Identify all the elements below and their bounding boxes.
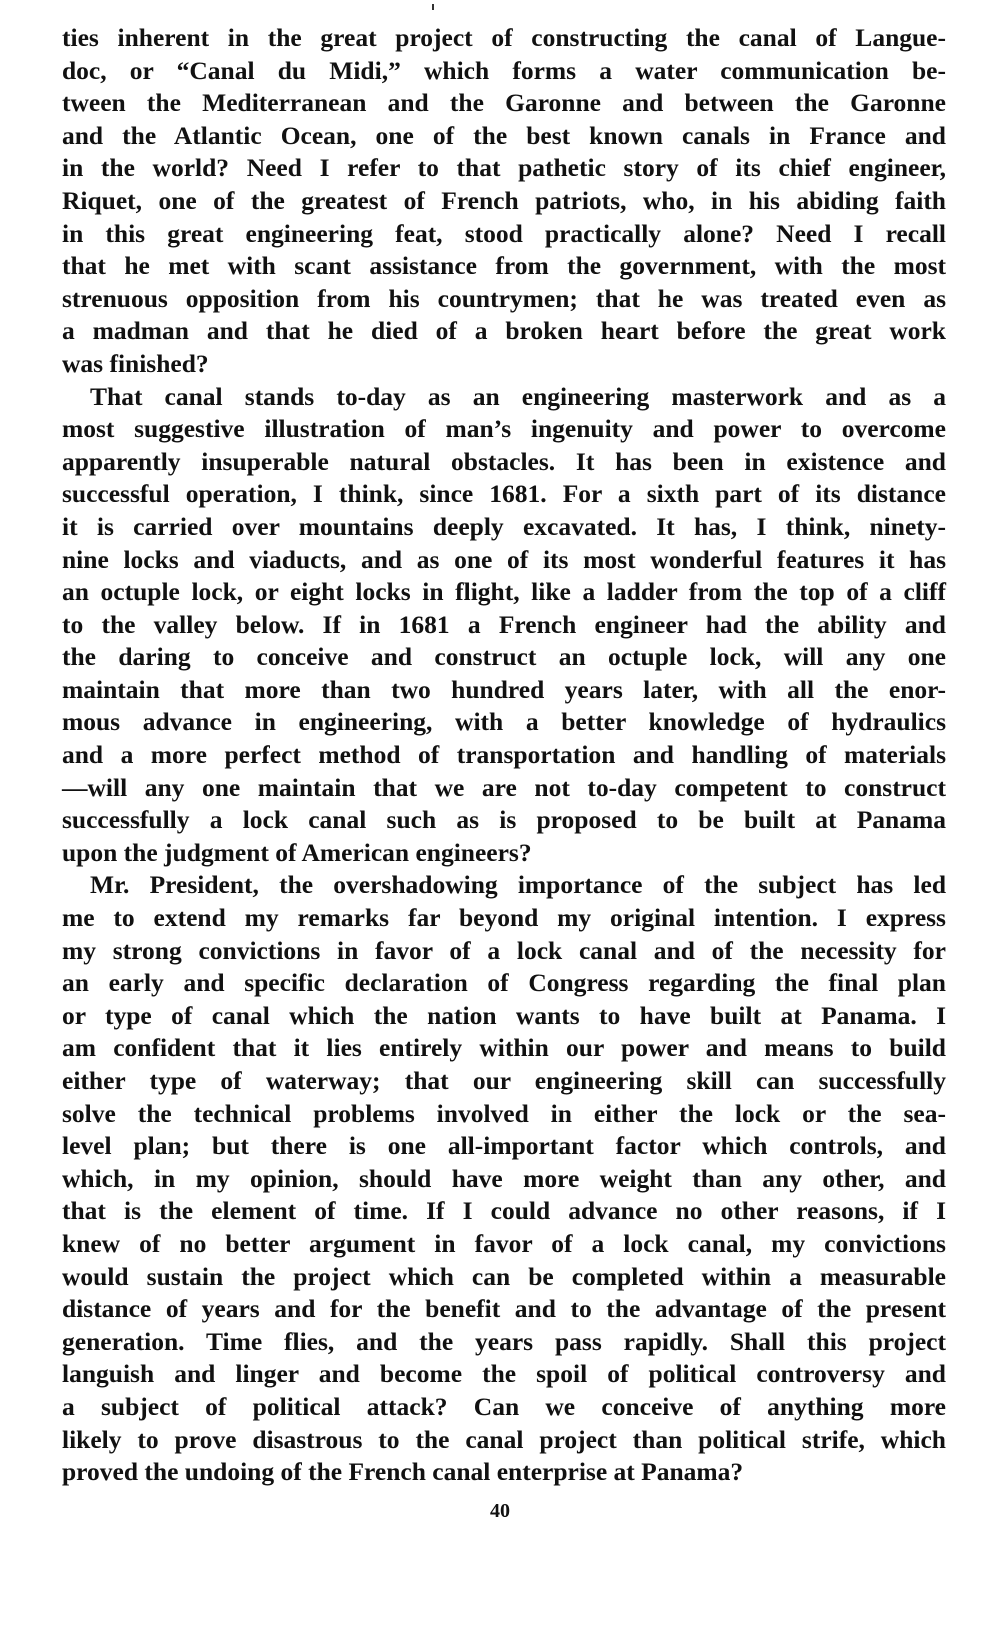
text-line: generation. Time flies, and the years pass rapidly. Shall this project	[62, 1326, 946, 1356]
text-line: proved the undoing of the French canal enterprise at Panama?	[62, 1457, 744, 1487]
text-line: nine locks and viaducts, and as one of its most wonderful features it has	[62, 544, 946, 574]
text-line: successfully a lock canal such as is proposed to be built at Panama	[62, 805, 946, 835]
text-line: and a more perfect method of transportation and handling of materials	[62, 740, 946, 770]
text-line: a madman and that he died of a broken heart before the great work	[62, 316, 946, 346]
scan-mark	[432, 4, 434, 10]
text-line: ties inherent in the great project of constructing the canal of Langue-	[62, 23, 946, 52]
text-line: tween the Mediterranean and the Garonne and between the Garonne	[62, 88, 946, 118]
text-line: distance of years and for the benefit and to the advantage of the present	[62, 1294, 946, 1324]
text-line: would sustain the project which can be completed within a measurable	[62, 1261, 946, 1291]
paragraph-start: Mr. President, the overshadowing importance of the subject has led	[90, 870, 946, 900]
text-line: strenuous opposition from his countrymen; that he was treated even as	[62, 283, 946, 313]
text-line: an octuple lock, or eight locks in flight, like a ladder from the top of a cliff	[62, 577, 946, 607]
text-line: that he met with scant assistance from the government, with the most	[62, 251, 946, 281]
text-line: in the world? Need I refer to that pathetic story of its chief engineer,	[62, 153, 946, 183]
text-line: —will any one maintain that we are not to-day competent to construct	[62, 772, 946, 802]
text-line: an early and specific declaration of Congress regarding the final plan	[62, 968, 946, 998]
text-line: a subject of political attack? Can we conceive of anything more	[62, 1391, 946, 1421]
text-line: am confident that it lies entirely within our power and means to build	[62, 1033, 946, 1063]
text-line: which, in my opinion, should have more weight than any other, and	[62, 1163, 946, 1193]
text-line: Riquet, one of the greatest of French patriots, who, in his abiding faith	[62, 185, 946, 215]
paragraph-start: That canal stands to-day as an engineering masterwork and as a	[90, 381, 946, 411]
text-line: solve the technical problems involved in either the lock or the sea-	[62, 1098, 946, 1128]
text-line: or type of canal which the nation wants to have built at Panama. I	[62, 1000, 946, 1030]
text-line: in this great engineering feat, stood practically alone? Need I recall	[62, 218, 946, 248]
text-line: languish and linger and become the spoil of political controversy and	[62, 1359, 946, 1389]
text-line: it is carried over mountains deeply excavated. It has, I think, ninety-	[62, 511, 946, 541]
text-line: and the Atlantic Ocean, one of the best known canals in France and	[62, 120, 946, 150]
text-line: that is the element of time. If I could advance no other reasons, if I	[62, 1196, 946, 1226]
page-body	[62, 22, 946, 1489]
text-line: the daring to conceive and construct an octuple lock, will any one	[62, 642, 946, 672]
text-line: my strong convictions in favor of a lock canal and of the necessity for	[62, 935, 946, 965]
text-line: doc, or “Canal du Midi,” which forms a water communication be-	[62, 55, 946, 85]
text-line: to the valley below. If in 1681 a French engineer had the ability and	[62, 609, 946, 639]
text-line: most suggestive illustration of man’s ingenuity and power to overcome	[62, 414, 946, 444]
text-line: me to extend my remarks far beyond my original intention. I express	[62, 903, 946, 933]
text-line: apparently insuperable natural obstacles. It has been in existence and	[62, 446, 946, 476]
text-line: successful operation, I think, since 1681. For a sixth part of its distance	[62, 479, 946, 509]
text-line: upon the judgment of American engineers?	[62, 837, 532, 867]
text-line: was finished?	[62, 348, 209, 378]
text-line: mous advance in engineering, with a better knowledge of hydraulics	[62, 707, 946, 737]
page-number: 40	[490, 1500, 510, 1522]
text-line: knew of no better argument in favor of a lock canal, my convictions	[62, 1228, 946, 1258]
text-line: likely to prove disastrous to the canal project than political strife, which	[62, 1424, 946, 1454]
text-line: level plan; but there is one all-important factor which controls, and	[62, 1131, 946, 1161]
text-line: either type of waterway; that our engineering skill can successfully	[62, 1066, 946, 1095]
text-line: maintain that more than two hundred years later, with all the enor-	[62, 674, 946, 704]
